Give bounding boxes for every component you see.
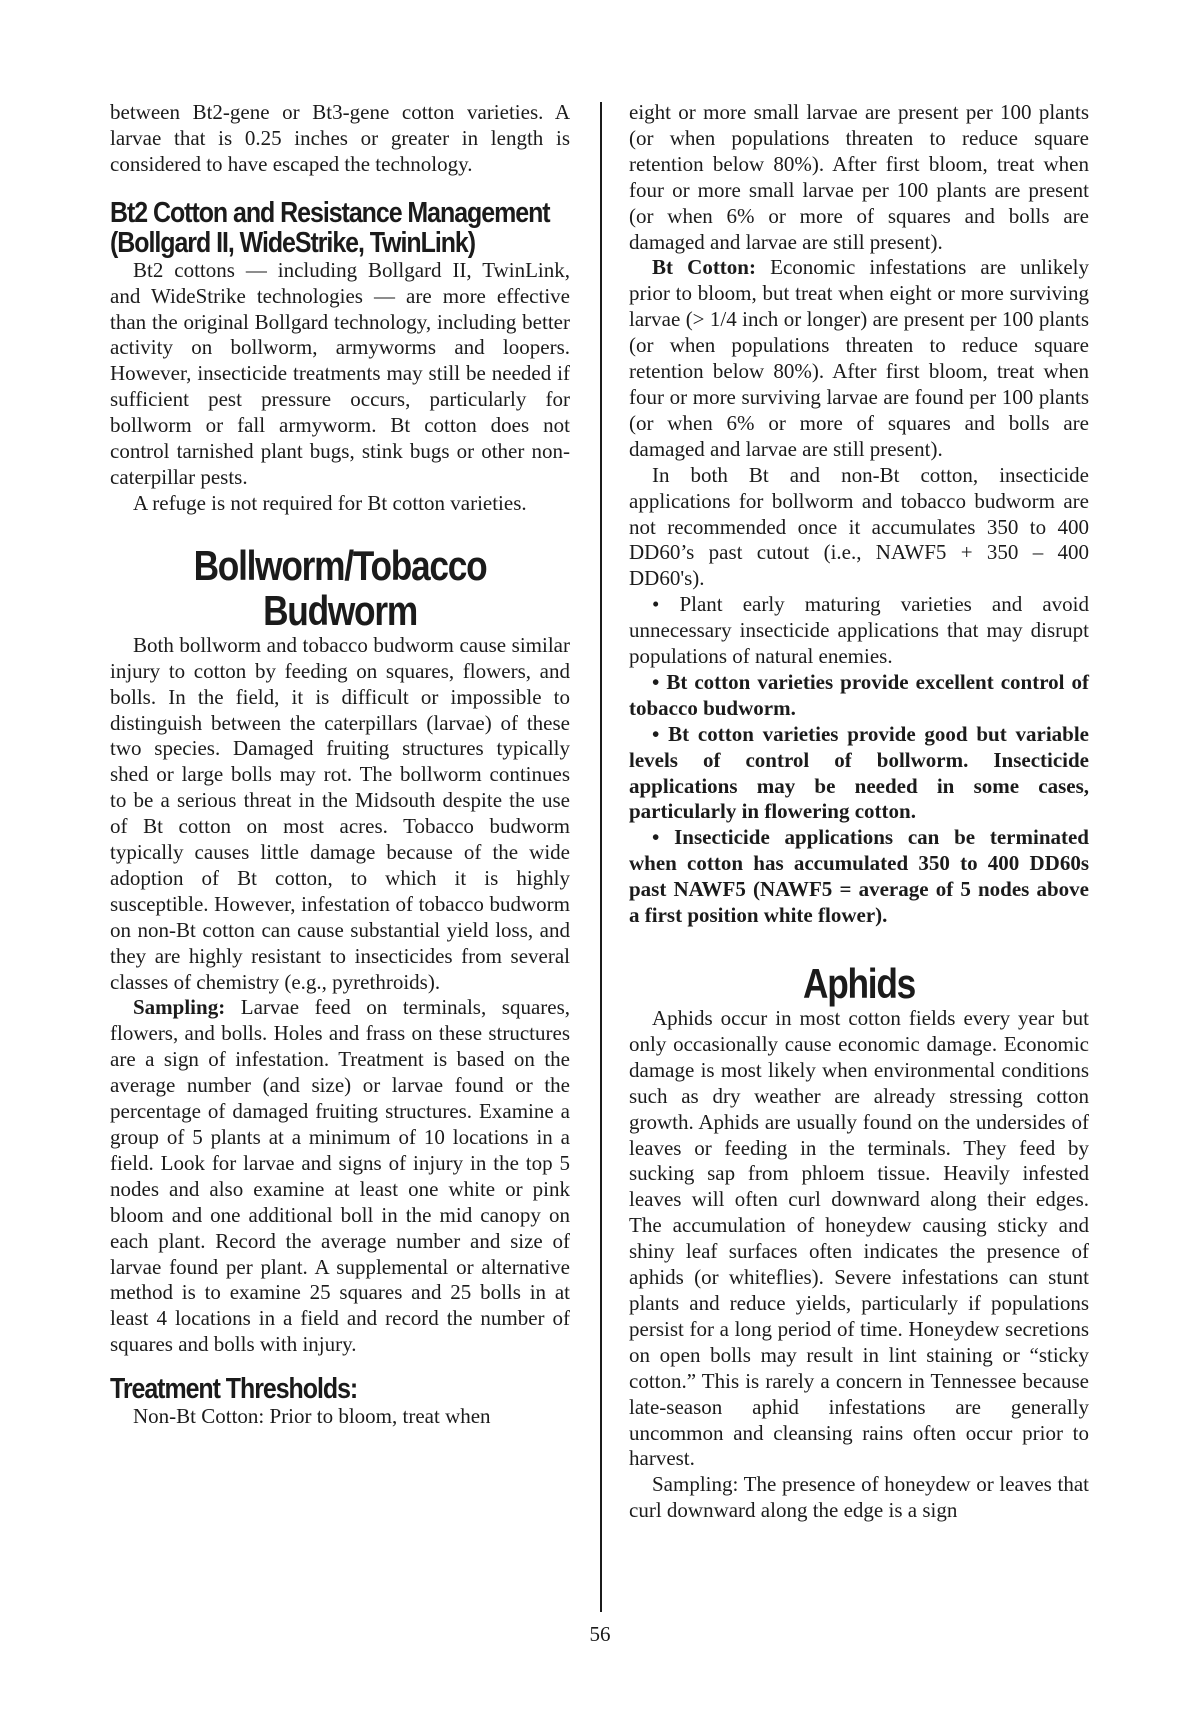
bullet-3 (629, 722, 1089, 826)
both-paragraph: In both Bt and non-Bt cotton, insecticide applications for bollworm and tobacco budworm are not recommended once it accumulates 350 to 400 DD60’s past cutout (i.e., NAWF5 + 350 – 400 DD60's). (629, 462, 1089, 591)
bullet-3-text: • Bt cotton varieties provide good but variable levels of control of bollworm. Insecticide applications may be needed in some cases, particularly in flowering cotton. (629, 721, 1089, 824)
column-divider (600, 102, 602, 1612)
sampling-paragraph (110, 995, 570, 1358)
intro-paragraph: between Bt2-gene or Bt3-gene cotton varieties. A larvae that is 0.25 inches or greater in length is considered to have escaped the technology. (110, 100, 570, 176)
page-number: 56 (589, 1622, 611, 1646)
right-column (629, 100, 1089, 1524)
thresholds-heading: Treatment Thresholds: (110, 1373, 358, 1406)
bullet-4-text: • Insecticide applications can be terminated when cotton has accumulated 350 to 400 DD60s past NAWF5 (NAWF5 = average of 5 nodes above a first position white flower). (629, 825, 1089, 928)
aphids-paragraph: Aphids occur in most cotton fields every year but only occasionally cause economic damage. Economic damage is most likely when environmental conditions such as dry weather are already stressing cotton growth. Aphids are usually found on the undersides of leaves or feeding in the terminals. They feed by sucking sap from phloem tissue. Heavily infested leaves will often curl downward along their edges. The accumulation of honeydew causing sticky and shiny leaf surfaces often indicates the presence of aphids (or whiteflies). Severe infestations can stunt plants and reduce yields, particularly if populations persist for a long period of time. Honeydew secretions on open bolls may result in lint staining or “sticky cotton.” This is rarely a concern in Tennessee because late-season aphid infestations are generally uncommon and cleansing rains often occur prior to harvest. (629, 1006, 1089, 1471)
bt2-heading: Bt2 Cotton and Resistance Management (Bollgard II, WideStrike, TwinLink) (110, 196, 550, 259)
bollworm-heading (147, 543, 533, 633)
bt-cotton-text: Economic infestations are unlikely prior to bloom, but treat when eight or more surviving larvae (> 1/4 inch or longer) are present per 100 plants (or when populations threaten to reduce square retention below 80%). After first bloom, treat when four or more surviving larvae are found per 100 plants (or when 6% or more of squares and bolls are damaged and larvae are still present). (629, 255, 1090, 461)
bt-cotton-label: Bt Cotton: (652, 255, 756, 280)
left-column (110, 100, 570, 1430)
aphid-sampling-paragraph: Sampling: The presence of honeydew or leaves that curl downward along the edge is a sign (629, 1472, 1089, 1523)
bullet-2 (629, 670, 1089, 722)
bollworm-heading-line1: Bollworm/Tobacco (193, 541, 487, 589)
nonbt-paragraph: Non-Bt Cotton: Prior to bloom, treat when (133, 1404, 491, 1429)
sampling-text: Larvae feed on terminals, squares, flowers, and bolls. Holes and frass on these structures are a sign of infestation. Treatment is based on the average number (and size) or larvae found or the percentage of damaged fruiting structures. Examine a group of 5 plants at a minimum of 10 locations in a field. Look for larvae and signs of injury in the top 5 nodes and also examine at least one white or pink bloom and one additional boll in the mid canopy on each plant. Record the average number and size of larvae found per plant. A supplemental or alternative method is to examine 25 squares and 25 bolls in at least 4 locations in a field and record the number of squares and bolls with injury. (110, 995, 571, 1357)
aphids-heading: Aphids (802, 960, 915, 1007)
bollworm-heading-line2: Budworm (263, 586, 417, 634)
refuge-paragraph: A refuge is not required for Bt cotton varieties. (133, 490, 527, 515)
bullet-1: • Plant early maturing varieties and avoid unnecessary insecticide applications that may disrupt populations of natural enemies. (629, 592, 1089, 669)
bollworm-paragraph: Both bollworm and tobacco budworm cause similar injury to cotton by feeding on squares, flowers, and bolls. In the field, it is difficult or impossible to distinguish between the caterpillars (larvae) of these two species. Damaged fruiting structures typically shed or large bolls may rot. The bollworm continues to be a serious threat in the Midsouth despite the use of Bt cotton on most acres. Tobacco budworm typically causes little damage because of the wide adoption of Bt cotton, to which it is highly susceptible. However, infestation of tobacco budworm on non-Bt cotton can cause substantial yield loss, and they are highly resistant to insecticides from several classes of chemistry (e.g., pyrethroids). (110, 632, 570, 994)
bt2-paragraph: Bt2 cottons — including Bollgard II, TwinLink, and WideStrike technologies — are more effective than the original Bollgard technology, including better activity on bollworm, armyworms and loopers. However, insecticide treatments may still be needed if sufficient pest pressure occurs, particularly for bollworm or fall armyworm. Bt cotton does not control tarnished plant bugs, stink bugs or other non-caterpillar pests. (110, 257, 570, 489)
bullet-2-text: • Bt cotton varieties provide excellent control of tobacco budworm. (629, 669, 1089, 720)
continued-paragraph: eight or more small larvae are present per 100 plants (or when populations threaten to reduce square retention below 80%). After first bloom, treat when four or more small larvae per 100 plants are present (or when 6% or more of squares and bolls are damaged and larvae are still present). (629, 100, 1089, 254)
sampling-label: Sampling: (133, 995, 226, 1020)
bt-cotton-paragraph (629, 255, 1089, 462)
bullet-4 (629, 825, 1089, 929)
